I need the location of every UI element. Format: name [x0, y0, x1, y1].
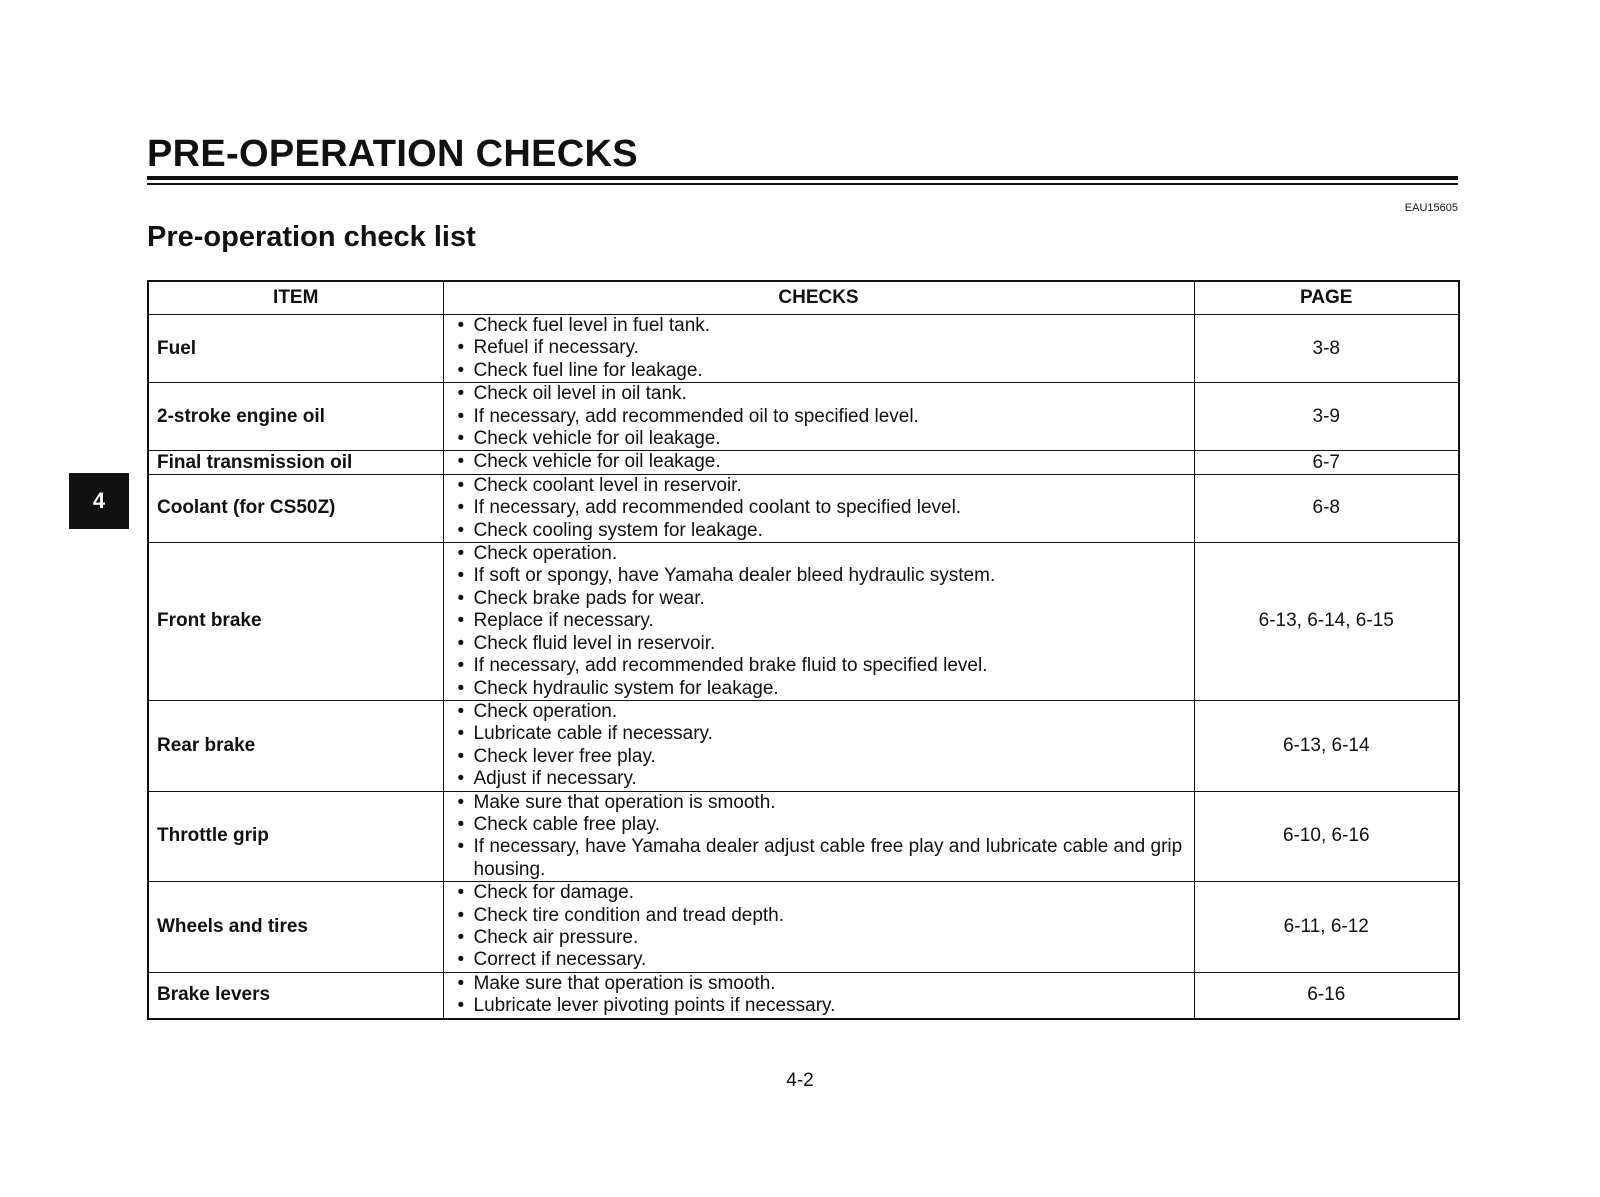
page-title: PRE-OPERATION CHECKS [147, 133, 638, 175]
page-reference-cell: 6-10, 6-16 [1194, 791, 1459, 882]
check-item: • If necessary, have Yamaha dealer adjust cable free play and lubricate cable and grip housing. [474, 836, 1194, 881]
checks-cell [443, 383, 1194, 451]
check-item: • Make sure that operation is smooth. [474, 792, 1194, 814]
check-item: • Check fuel line for leakage. [474, 360, 1194, 382]
page-reference-cell: 3-9 [1194, 383, 1459, 451]
chapter-number: 4 [92, 488, 106, 513]
item-cell: 2-stroke engine oil [148, 383, 443, 451]
check-item: • Check lever free play. [474, 746, 1194, 768]
page-number: 4-2 [786, 1070, 814, 1091]
check-item: • If necessary, add recommended oil to specified level. [474, 406, 1194, 428]
table-row-2-stroke-engine-oil [148, 383, 1459, 451]
check-item: • Check fluid level in reservoir. [474, 633, 1194, 655]
checks-cell [443, 972, 1194, 1018]
page-reference-cell: 6-8 [1194, 474, 1459, 542]
checks-list [444, 451, 1194, 473]
title-rule-thin [147, 183, 1458, 185]
title-rule-thick [147, 176, 1458, 180]
table-body [148, 315, 1459, 1019]
checks-cell [443, 791, 1194, 882]
check-item: • Check vehicle for oil leakage. [474, 451, 1194, 473]
column-header-page: PAGE [1194, 281, 1459, 315]
table-row-coolant-for-cs50z [148, 474, 1459, 542]
page-reference-cell: 6-7 [1194, 451, 1459, 474]
check-item: • Check hydraulic system for leakage. [474, 678, 1194, 700]
checks-cell [443, 543, 1194, 701]
item-cell: Fuel [148, 315, 443, 383]
item-cell: Coolant (for CS50Z) [148, 474, 443, 542]
check-item: • Check vehicle for oil leakage. [474, 428, 1194, 450]
check-item: • Check cooling system for leakage. [474, 520, 1194, 542]
checks-list [444, 973, 1194, 1018]
check-item: • Check fuel level in fuel tank. [474, 315, 1194, 337]
check-item: • Check coolant level in reservoir. [474, 475, 1194, 497]
checks-list [444, 792, 1194, 882]
check-item: • Check tire condition and tread depth. [474, 905, 1194, 927]
item-cell: Final transmission oil [148, 451, 443, 474]
checks-cell [443, 700, 1194, 791]
check-item: • Check oil level in oil tank. [474, 383, 1194, 405]
table-header-row [148, 281, 1459, 315]
page-reference-cell: 6-11, 6-12 [1194, 882, 1459, 973]
chapter-tab [69, 473, 129, 529]
table-row-final-transmission-oil [148, 451, 1459, 474]
item-cell: Throttle grip [148, 791, 443, 882]
check-item: • Lubricate lever pivoting points if necessary. [474, 995, 1194, 1017]
checks-list [444, 383, 1194, 450]
checks-list [444, 543, 1194, 700]
check-item: • If necessary, add recommended brake fluid to specified level. [474, 655, 1194, 677]
check-item: • Replace if necessary. [474, 610, 1194, 632]
page-reference-cell: 3-8 [1194, 315, 1459, 383]
pre-operation-check-table [147, 280, 1460, 1020]
check-item: • Refuel if necessary. [474, 337, 1194, 359]
check-item: • Lubricate cable if necessary. [474, 723, 1194, 745]
table-row-fuel [148, 315, 1459, 383]
check-item: • Correct if necessary. [474, 949, 1194, 971]
check-item: • If necessary, add recommended coolant to specified level. [474, 497, 1194, 519]
check-item: • Check operation. [474, 543, 1194, 565]
page-reference-cell: 6-13, 6-14 [1194, 700, 1459, 791]
item-cell: Wheels and tires [148, 882, 443, 973]
table-row-rear-brake [148, 700, 1459, 791]
check-item: • Check cable free play. [474, 814, 1194, 836]
page-reference-cell: 6-13, 6-14, 6-15 [1194, 543, 1459, 701]
checks-list [444, 882, 1194, 972]
item-cell: Front brake [148, 543, 443, 701]
checks-cell [443, 474, 1194, 542]
checks-cell [443, 451, 1194, 474]
column-header-item: ITEM [148, 281, 443, 315]
check-item: • Adjust if necessary. [474, 768, 1194, 790]
table-row-brake-levers [148, 972, 1459, 1018]
check-item: • Check air pressure. [474, 927, 1194, 949]
check-item: • Check operation. [474, 701, 1194, 723]
column-header-checks: CHECKS [443, 281, 1194, 315]
table-row-throttle-grip [148, 791, 1459, 882]
checks-cell [443, 315, 1194, 383]
item-cell: Brake levers [148, 972, 443, 1018]
checks-list [444, 315, 1194, 382]
table-row-front-brake [148, 543, 1459, 701]
section-title: Pre-operation check list [147, 221, 476, 253]
checks-list [444, 701, 1194, 791]
checks-cell [443, 882, 1194, 973]
check-item: • Make sure that operation is smooth. [474, 973, 1194, 995]
checks-list [444, 475, 1194, 542]
table-row-wheels-and-tires [148, 882, 1459, 973]
check-item: • If soft or spongy, have Yamaha dealer bleed hydraulic system. [474, 565, 1194, 587]
page-reference-cell: 6-16 [1194, 972, 1459, 1018]
item-cell: Rear brake [148, 700, 443, 791]
check-item: • Check for damage. [474, 882, 1194, 904]
check-item: • Check brake pads for wear. [474, 588, 1194, 610]
document-code: EAU15605 [1404, 202, 1458, 214]
